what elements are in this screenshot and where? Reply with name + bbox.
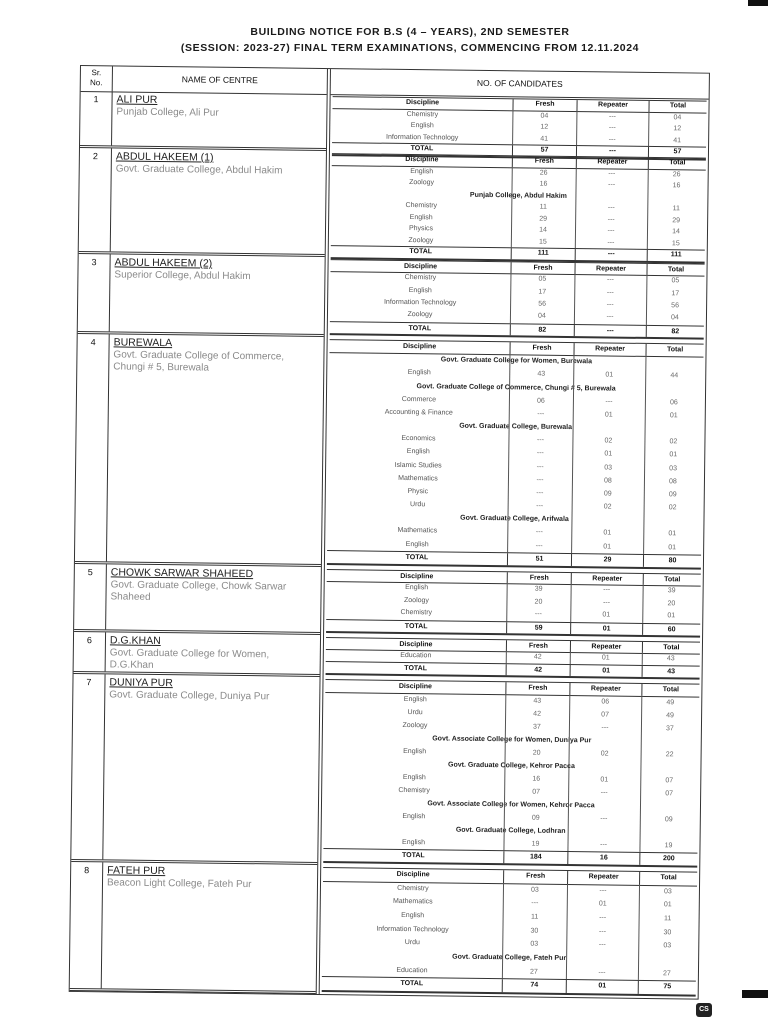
discipline-header: Discipline bbox=[402, 342, 437, 351]
sub-college-name: Govt. Graduate College, Lodhran bbox=[455, 826, 566, 835]
fresh-count: 12 bbox=[540, 123, 549, 131]
fresh-count: 30 bbox=[530, 927, 539, 935]
centre-college: Superior College, Abdul Hakim bbox=[114, 269, 251, 283]
fresh-count: --- bbox=[536, 436, 544, 444]
discipline-name: Chemistry bbox=[404, 274, 437, 282]
sub-college-name: Punjab College, Abdul Hakim bbox=[469, 191, 567, 200]
total-header: Total bbox=[642, 642, 700, 654]
total-count: 01 bbox=[668, 530, 677, 538]
serial-number: 1 bbox=[80, 91, 113, 145]
repeater-count: 02 bbox=[604, 437, 613, 445]
fresh-count: 20 bbox=[534, 598, 543, 606]
repeater-count: --- bbox=[608, 124, 616, 132]
total-count: 07 bbox=[665, 777, 674, 785]
discipline-name: English bbox=[405, 584, 429, 592]
discipline-name: Information Technology bbox=[376, 925, 449, 934]
fresh-count: 05 bbox=[538, 275, 547, 284]
fresh-count: 43 bbox=[537, 370, 546, 379]
repeater-header: Repeater bbox=[569, 683, 641, 696]
sub-college-name: Govt. Associate College for Women, Kehror Pacca bbox=[427, 800, 595, 810]
total-header: Total bbox=[639, 872, 697, 885]
fresh-count: 16 bbox=[539, 180, 548, 188]
total-header: Total bbox=[645, 344, 703, 357]
centre-block bbox=[71, 674, 319, 865]
repeater-count: --- bbox=[608, 181, 616, 189]
total-grand: 60 bbox=[642, 624, 700, 636]
fresh-count: --- bbox=[537, 410, 545, 418]
total-repeater: --- bbox=[575, 249, 647, 260]
notice-title: BUILDING NOTICE FOR B.S (4 – YEARS), 2ND SEMESTER bbox=[250, 26, 570, 38]
repeater-count: 06 bbox=[601, 698, 610, 706]
repeater-header: Repeater bbox=[571, 573, 643, 585]
total-count: 04 bbox=[671, 314, 679, 322]
repeater-count: 03 bbox=[604, 464, 613, 472]
centre-name: ALI PUR bbox=[116, 93, 158, 106]
repeater-count: --- bbox=[608, 112, 616, 121]
repeater-header: Repeater bbox=[570, 641, 642, 653]
repeater-count: --- bbox=[600, 789, 608, 797]
repeater-header: Repeater bbox=[576, 157, 648, 168]
discipline-name: English bbox=[410, 167, 434, 175]
discipline-name: Commerce bbox=[401, 395, 437, 404]
total-grand: 80 bbox=[643, 555, 701, 568]
total-count: 01 bbox=[669, 412, 678, 420]
total-count: 22 bbox=[665, 751, 674, 759]
repeater-header: Repeater bbox=[567, 871, 639, 885]
total-repeater: 01 bbox=[566, 980, 638, 994]
candidates-header: NO. OF CANDIDATES bbox=[331, 69, 709, 100]
total-repeater: --- bbox=[574, 325, 646, 337]
total-count: 20 bbox=[667, 600, 676, 608]
total-count: 37 bbox=[665, 725, 674, 733]
discipline-name: Zoology bbox=[403, 596, 429, 605]
repeater-count: --- bbox=[598, 928, 606, 936]
repeater-count: --- bbox=[608, 169, 616, 178]
repeater-count: 01 bbox=[600, 776, 609, 784]
fresh-count: 16 bbox=[532, 775, 541, 783]
total-fresh: 59 bbox=[506, 622, 570, 634]
total-count: 05 bbox=[671, 277, 680, 285]
total-count: 02 bbox=[669, 438, 678, 446]
centre-name: D.G.KHAN bbox=[109, 634, 161, 648]
fresh-count: 11 bbox=[539, 203, 547, 211]
discipline-name: Information Technology bbox=[383, 298, 457, 307]
total-count: 30 bbox=[663, 928, 672, 936]
sub-college-name: Govt. Graduate College of Commerce, Chungi # 5, Burewala bbox=[416, 382, 616, 393]
total-label: TOTAL bbox=[404, 665, 428, 673]
sr-label: Sr. bbox=[91, 68, 102, 78]
total-count: 01 bbox=[668, 543, 677, 551]
centre-name: CHOWK SARWAR SHAHEED bbox=[110, 566, 254, 581]
total-grand: 200 bbox=[639, 853, 697, 866]
discipline-name: Zoology bbox=[407, 311, 433, 319]
serial-number: 2 bbox=[79, 148, 112, 251]
repeater-count: --- bbox=[601, 724, 609, 732]
centre-name: BUREWALA bbox=[113, 336, 173, 350]
centre-candidates bbox=[327, 339, 704, 570]
total-repeater: 16 bbox=[567, 852, 639, 865]
serial-number: 7 bbox=[71, 674, 105, 859]
discipline-name: English bbox=[402, 812, 426, 821]
repeater-header: Repeater bbox=[576, 100, 648, 111]
fresh-count: 37 bbox=[532, 723, 541, 731]
total-row bbox=[323, 848, 697, 868]
serial-number: 3 bbox=[78, 254, 111, 331]
fresh-count: 03 bbox=[531, 886, 539, 894]
discipline-name: Physics bbox=[408, 225, 434, 233]
centre-name: FATEH PUR bbox=[107, 864, 166, 878]
centre-name: ABDUL HAKEEM (1) bbox=[115, 150, 214, 164]
sub-college-name: Govt. Graduate College, Burewala bbox=[459, 422, 573, 432]
repeater-count: 07 bbox=[601, 711, 610, 719]
repeater-count: 08 bbox=[604, 477, 612, 485]
total-grand: 111 bbox=[647, 250, 705, 261]
total-repeater: 01 bbox=[570, 665, 642, 677]
fresh-count: 04 bbox=[540, 112, 549, 120]
discipline-header: Discipline bbox=[403, 262, 438, 271]
discipline-name: Chemistry bbox=[398, 786, 430, 795]
discipline-name: Physic bbox=[407, 487, 429, 496]
sub-college-name: Govt. Graduate College, Kehror Pacca bbox=[448, 761, 575, 771]
discipline-name: Urdu bbox=[410, 501, 426, 509]
discipline-name: English bbox=[408, 286, 432, 294]
repeater-count: 01 bbox=[605, 371, 614, 379]
discipline-name: English bbox=[406, 448, 430, 456]
centre-block bbox=[74, 632, 320, 677]
repeater-count: --- bbox=[606, 276, 614, 284]
discipline-name: Education bbox=[400, 651, 432, 660]
fresh-count: 20 bbox=[532, 749, 541, 757]
scan-edge-bottom bbox=[742, 990, 768, 998]
centre-college: Govt. Graduate College of Commerce, Chungi # 5, Burewala bbox=[113, 349, 285, 374]
total-count: 09 bbox=[668, 491, 677, 499]
repeater-count: 01 bbox=[603, 543, 612, 551]
discipline-name: Information Technology bbox=[385, 133, 459, 142]
discipline-name: Zoology bbox=[408, 236, 434, 244]
total-count: 11 bbox=[672, 205, 680, 213]
discipline-name: Chemistry bbox=[400, 609, 433, 617]
discipline-name: Zoology bbox=[402, 721, 428, 730]
total-count: 56 bbox=[671, 302, 680, 310]
total-fresh: 57 bbox=[512, 145, 576, 156]
repeater-count: 01 bbox=[601, 654, 610, 662]
centre-block bbox=[70, 862, 318, 994]
fresh-count: --- bbox=[534, 610, 542, 618]
repeater-count: 01 bbox=[598, 900, 607, 908]
discipline-name: English bbox=[405, 540, 429, 548]
fresh-count: 26 bbox=[539, 169, 548, 177]
centre-name: DUNIYA PUR bbox=[109, 676, 173, 690]
total-count: 49 bbox=[666, 699, 675, 707]
total-repeater: 01 bbox=[570, 623, 642, 635]
total-label: TOTAL bbox=[408, 324, 432, 332]
total-count: 01 bbox=[663, 901, 672, 909]
total-fresh: 74 bbox=[502, 980, 566, 993]
total-fresh: 82 bbox=[510, 324, 574, 336]
sub-college-name: Govt. Graduate College for Women, Burewala bbox=[440, 356, 593, 366]
fresh-count: 04 bbox=[538, 312, 546, 321]
discipline-name: Urdu bbox=[407, 709, 423, 717]
discipline-header: Discipline bbox=[405, 155, 439, 164]
total-count: 29 bbox=[672, 216, 681, 224]
fresh-count: 56 bbox=[538, 300, 547, 308]
centre-block bbox=[80, 91, 327, 151]
discipline-header: Discipline bbox=[398, 682, 433, 691]
total-grand: 82 bbox=[646, 326, 704, 338]
repeater-count: --- bbox=[599, 914, 607, 922]
fresh-count: 17 bbox=[538, 288, 547, 296]
repeater-header: Repeater bbox=[574, 263, 646, 275]
total-count: 01 bbox=[667, 612, 676, 620]
total-label: TOTAL bbox=[410, 145, 434, 153]
repeater-count: --- bbox=[607, 215, 615, 224]
fresh-count: 29 bbox=[539, 215, 548, 223]
total-header: Total bbox=[648, 158, 706, 169]
repeater-count: --- bbox=[602, 599, 611, 607]
serial-number: 8 bbox=[70, 862, 104, 988]
total-row bbox=[327, 550, 701, 570]
total-count: 04 bbox=[673, 113, 682, 121]
total-count: 08 bbox=[669, 477, 677, 486]
discipline-name: English bbox=[403, 747, 427, 756]
fresh-count: 15 bbox=[538, 238, 547, 246]
fresh-count: 07 bbox=[532, 788, 541, 796]
total-header: Total bbox=[648, 101, 706, 112]
repeater-count: --- bbox=[606, 301, 614, 309]
repeater-count: --- bbox=[603, 586, 611, 594]
centre-candidates bbox=[326, 569, 701, 638]
discipline-name: Education bbox=[396, 966, 428, 974]
total-label: TOTAL bbox=[404, 622, 428, 630]
fresh-count: 09 bbox=[531, 814, 540, 822]
fresh-count: 42 bbox=[533, 653, 542, 661]
total-count: 11 bbox=[663, 915, 672, 923]
centre-block bbox=[75, 334, 324, 567]
fresh-header: Fresh bbox=[509, 342, 573, 355]
discipline-name: Chemistry bbox=[406, 110, 439, 118]
fresh-count: 19 bbox=[531, 840, 540, 848]
total-count: 27 bbox=[662, 969, 671, 977]
total-count: 09 bbox=[664, 816, 673, 824]
centre-block bbox=[79, 148, 326, 257]
repeater-count: --- bbox=[606, 289, 614, 297]
fresh-header: Fresh bbox=[505, 682, 569, 695]
total-count: 44 bbox=[670, 372, 679, 380]
discipline-name: English bbox=[403, 696, 427, 704]
repeater-count: --- bbox=[608, 135, 616, 144]
fresh-header: Fresh bbox=[512, 99, 576, 110]
centre-college: Govt. Graduate College, Abdul Hakim bbox=[115, 163, 283, 177]
centre-candidates bbox=[332, 96, 707, 154]
fresh-count: 03 bbox=[530, 940, 539, 948]
total-fresh: 42 bbox=[506, 664, 570, 676]
repeater-count: --- bbox=[607, 204, 615, 212]
fresh-count: --- bbox=[536, 476, 544, 484]
repeater-count: --- bbox=[599, 841, 608, 849]
repeater-count: 01 bbox=[602, 611, 611, 619]
discipline-name: English bbox=[402, 773, 426, 782]
centre-candidates bbox=[330, 259, 705, 340]
discipline-name: Zoology bbox=[409, 179, 435, 187]
repeater-header: Repeater bbox=[573, 343, 645, 356]
repeater-count: 02 bbox=[600, 750, 609, 758]
total-label: TOTAL bbox=[401, 851, 425, 860]
total-count: 02 bbox=[668, 504, 677, 512]
centre-college: Punjab College, Ali Pur bbox=[116, 106, 219, 119]
repeater-count: 02 bbox=[603, 503, 612, 511]
total-count: 06 bbox=[669, 398, 678, 407]
repeater-count: --- bbox=[599, 887, 607, 895]
candidates-table bbox=[69, 65, 710, 1000]
no-label: No. bbox=[89, 78, 103, 88]
repeater-count: 01 bbox=[604, 411, 613, 419]
fresh-header: Fresh bbox=[506, 640, 570, 652]
discipline-name: English bbox=[401, 838, 426, 847]
discipline-name: Accounting & Finance bbox=[384, 408, 453, 417]
fresh-count: 06 bbox=[536, 397, 545, 405]
total-grand: 57 bbox=[648, 147, 706, 158]
repeater-count: 01 bbox=[604, 450, 613, 458]
serial-number: 4 bbox=[75, 334, 110, 561]
fresh-count: 11 bbox=[530, 913, 539, 921]
centre-block bbox=[74, 564, 321, 635]
fresh-count: --- bbox=[531, 899, 539, 907]
fresh-count: --- bbox=[535, 529, 543, 537]
total-repeater: --- bbox=[576, 146, 648, 157]
serial-number: 5 bbox=[74, 564, 107, 629]
discipline-name: Chemistry bbox=[397, 884, 429, 892]
total-count: 01 bbox=[669, 451, 678, 459]
fresh-count: 39 bbox=[534, 585, 543, 594]
fresh-count: --- bbox=[536, 463, 544, 471]
total-count: 39 bbox=[667, 587, 676, 595]
total-label: TOTAL bbox=[409, 248, 433, 256]
total-label: TOTAL bbox=[405, 553, 429, 562]
centre-candidates bbox=[326, 637, 700, 680]
total-count: 26 bbox=[672, 170, 681, 178]
fresh-count: 27 bbox=[530, 968, 538, 976]
discipline-name: English bbox=[407, 369, 431, 377]
discipline-header: Discipline bbox=[396, 870, 430, 879]
repeater-count: --- bbox=[600, 815, 608, 823]
camscanner-badge: CS bbox=[696, 1003, 712, 1017]
fresh-count: --- bbox=[536, 450, 544, 458]
repeater-count: 01 bbox=[603, 529, 612, 537]
centre-college: Govt. Graduate College, Chowk Sarwar Shaheed bbox=[110, 579, 287, 603]
fresh-header: Fresh bbox=[507, 572, 571, 584]
discipline-name: Mathematics bbox=[392, 898, 433, 906]
fresh-count: 43 bbox=[533, 697, 542, 705]
total-header: Total bbox=[641, 684, 699, 697]
fresh-count: --- bbox=[536, 489, 544, 497]
fresh-count: --- bbox=[535, 542, 543, 550]
fresh-header: Fresh bbox=[512, 156, 576, 167]
centre-name: ABDUL HAKEEM (2) bbox=[114, 256, 213, 270]
discipline-name: English bbox=[410, 122, 434, 130]
discipline-name: Mathematics bbox=[397, 527, 438, 535]
fresh-header: Fresh bbox=[503, 870, 567, 883]
total-count: 49 bbox=[666, 712, 675, 720]
total-row bbox=[322, 976, 696, 996]
repeater-count: 09 bbox=[603, 490, 612, 498]
discipline-name: Mathematics bbox=[398, 474, 438, 483]
fresh-count: 41 bbox=[540, 135, 549, 143]
discipline-name: Islamic Studies bbox=[394, 461, 442, 470]
centre-candidates bbox=[322, 867, 697, 997]
column-rule bbox=[570, 652, 571, 664]
discipline-name: Chemistry bbox=[405, 201, 438, 210]
repeater-count: --- bbox=[598, 941, 606, 949]
centre-college: Beacon Light College, Fateh Pur bbox=[106, 877, 252, 891]
discipline-header: Discipline bbox=[400, 572, 434, 581]
discipline-header: Discipline bbox=[399, 640, 433, 649]
sub-college-name: Govt. Graduate College, Arifwala bbox=[460, 514, 569, 524]
total-count: 19 bbox=[664, 842, 673, 850]
discipline-name: Urdu bbox=[404, 939, 420, 947]
total-count: 03 bbox=[663, 942, 672, 950]
total-count: 41 bbox=[673, 136, 682, 144]
fresh-count: 14 bbox=[539, 226, 547, 234]
total-count: 43 bbox=[666, 655, 675, 663]
total-count: 03 bbox=[663, 887, 672, 895]
total-count: 07 bbox=[665, 790, 674, 798]
total-count: 17 bbox=[671, 289, 680, 297]
total-fresh: 184 bbox=[503, 851, 567, 864]
sr-no-header bbox=[81, 66, 113, 91]
total-count: 16 bbox=[672, 182, 681, 190]
fresh-header: Fresh bbox=[510, 262, 574, 274]
fresh-count: --- bbox=[536, 502, 544, 510]
total-label: TOTAL bbox=[400, 980, 424, 988]
total-fresh: 111 bbox=[511, 248, 575, 259]
total-header: Total bbox=[643, 574, 701, 586]
name-of-centre-header: NAME OF CENTRE bbox=[181, 74, 258, 86]
total-count: 15 bbox=[671, 239, 680, 247]
sub-college-name: Govt. Graduate College, Fateh Pur bbox=[452, 953, 567, 963]
total-repeater: 29 bbox=[571, 554, 643, 567]
sub-college-name: Govt. Associate College for Women, Duniya Pur bbox=[432, 735, 592, 745]
total-header: Total bbox=[646, 264, 704, 276]
scan-edge-top bbox=[748, 0, 768, 6]
discipline-name: Economics bbox=[401, 435, 436, 443]
repeater-count: --- bbox=[606, 313, 614, 321]
repeater-count: --- bbox=[607, 227, 615, 235]
total-count: 12 bbox=[673, 125, 682, 133]
repeater-count: --- bbox=[607, 238, 615, 247]
total-count: 03 bbox=[669, 464, 678, 472]
centre-college: Govt. Graduate College, Duniya Pur bbox=[109, 689, 270, 703]
column-rule bbox=[642, 653, 643, 665]
total-grand: 43 bbox=[642, 666, 700, 678]
discipline-name: English bbox=[409, 213, 433, 221]
centre-candidates bbox=[323, 679, 699, 868]
session-subtitle: (SESSION: 2023-27) FINAL TERM EXAMINATIONS, COMMENCING FROM 12.11.2024 bbox=[180, 42, 640, 54]
total-fresh: 51 bbox=[507, 553, 571, 566]
centre-candidates bbox=[331, 153, 706, 260]
serial-number: 6 bbox=[74, 632, 106, 671]
fresh-count: 42 bbox=[533, 710, 542, 718]
discipline-name: English bbox=[401, 911, 425, 920]
discipline-header: Discipline bbox=[405, 98, 440, 107]
centre-college: Govt. Graduate College for Women, D.G.Khan bbox=[109, 647, 270, 671]
column-rule bbox=[506, 651, 507, 663]
repeater-count: --- bbox=[598, 969, 606, 977]
total-count: 14 bbox=[672, 228, 680, 236]
centre-block bbox=[78, 254, 325, 337]
total-grand: 75 bbox=[638, 981, 696, 994]
repeater-count: --- bbox=[605, 398, 613, 406]
